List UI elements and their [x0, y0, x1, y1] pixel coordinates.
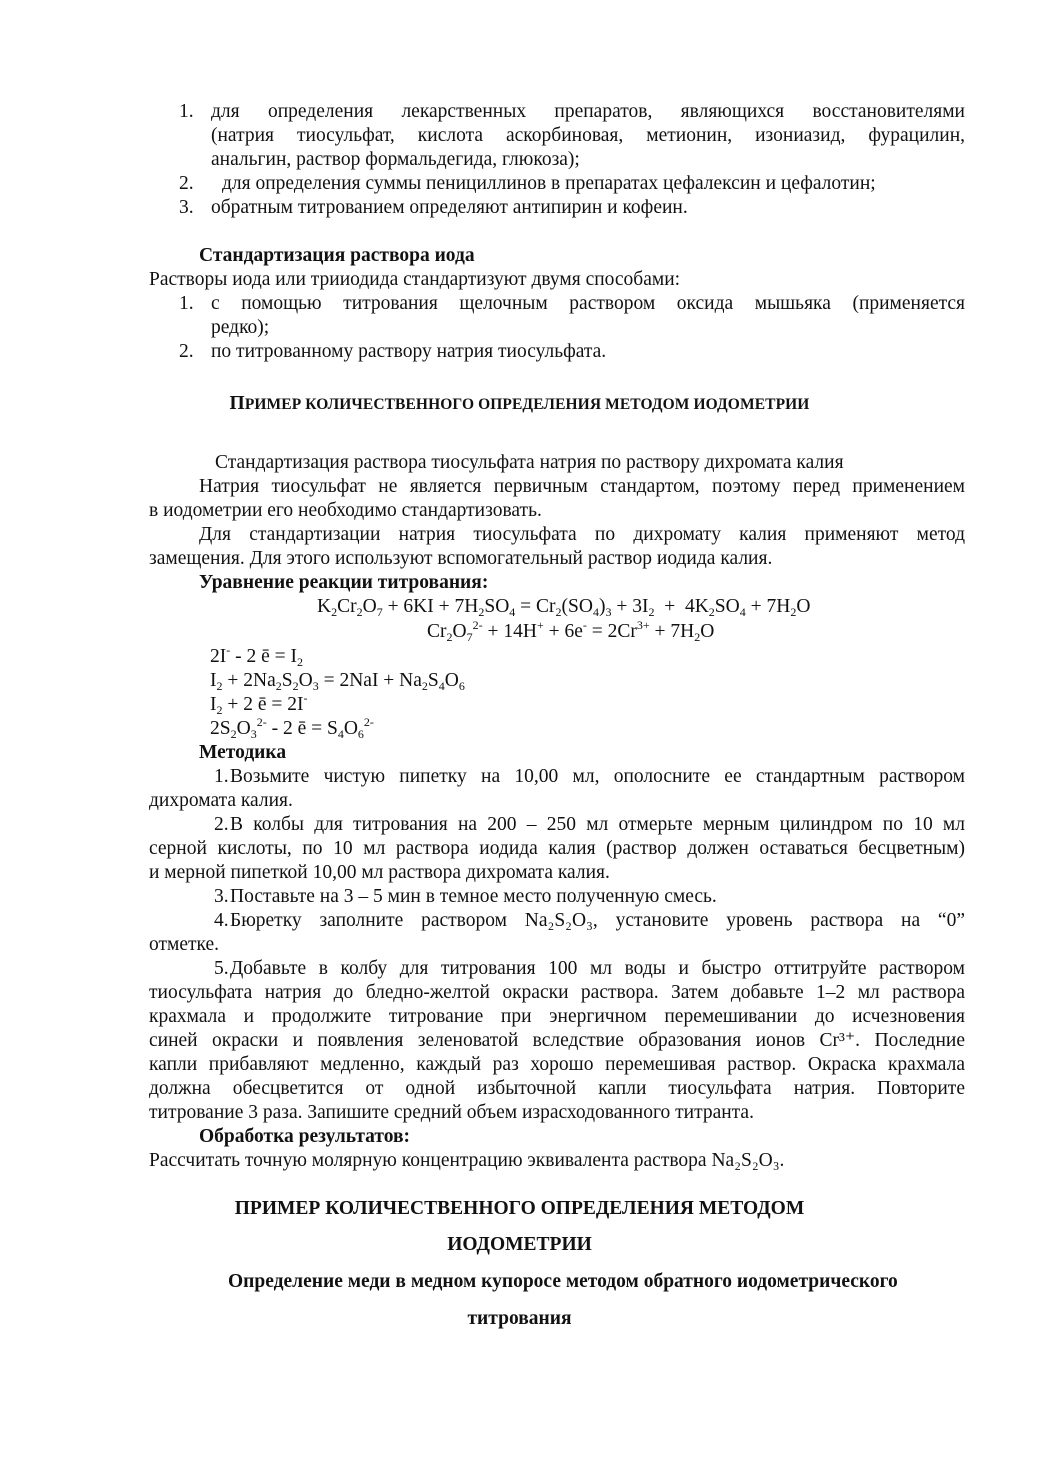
step-line: серной кислоты, по 10 мл раствора иодида калия (раствор должен оставаться бесцветным) [149, 838, 965, 859]
list-item-line: для определения суммы пенициллинов в препаратах цефалексин и цефалотин; [222, 173, 876, 194]
section-heading: Стандартизация раствора иода [199, 245, 475, 266]
list-item-line: анальгин, раствор формальдегида, глюкоза); [211, 149, 580, 170]
equation-heading: Уравнение реакции титрования: [199, 572, 489, 593]
step-line: должна обесцветится от одной избыточной капли тиосульфата натрия. Повторите [149, 1078, 965, 1099]
example-title-2: ПРИМЕР КОЛИЧЕСТВЕННОГО ОПРЕДЕЛЕНИЯ МЕТОДОМ [234, 1198, 805, 1219]
list-item-line: по титрованному раствору натрия тиосульфата. [211, 341, 607, 362]
list-item-line: редко); [211, 317, 270, 338]
list-item-line: обратным титрованием определяют антипирин и кофеин. [211, 197, 688, 218]
equation-titration: $I_2 + 2Na_2S_2O_3 = 2NaI + Na_2S_4O_6$ [210, 670, 465, 693]
list-number: 3. [179, 197, 194, 218]
step-line: синей окраски и появления зеленоватой вследствие образования ионов Cr³⁺. Последние [149, 1030, 965, 1051]
list-item-line: с помощью титрования щелочным раствором оксида мышьяка (применяется [211, 293, 965, 314]
step-line: и мерной пипеткой 10,00 мл раствора дихромата калия. [149, 862, 610, 883]
equation-half-2: $I_2 + 2$ ē = 2I- [210, 691, 308, 717]
equation-main: $K_2Cr_2O_7 + 6KI + 7H_2SO_4 = Cr_2(SO_4)_3 + 3I_2 + 4K_2SO_4 + 7H_2O$ [317, 596, 811, 619]
step-line: дихромата калия. [149, 790, 293, 811]
example-title [0, 392, 1039, 417]
step-line: Бюретку заполните раствором Na₂S₂O₃, установите уровень раствора на “0” [230, 910, 965, 931]
list-item-line: для определения лекарственных препаратов, являющихся восстановителями [211, 101, 965, 122]
list-number: 1. [179, 101, 194, 122]
list-number: 2. [179, 173, 194, 194]
paragraph-line: замещения. Для этого используют вспомогательный раствор иодида калия. [149, 548, 773, 569]
title-rest: РИМЕР КОЛИЧЕСТВЕННОГО ОПРЕДЕЛЕНИЯ МЕТОДОМ ИОДОМЕТРИИ [244, 396, 810, 413]
step-line: Добавьте в колбу для титрования 100 мл воды и быстро оттитруйте раствором [230, 958, 965, 979]
equation-half-3: $2S_2O_3^{2-} - 2$ ē = $S_4O_6^{2-}$ [210, 715, 374, 741]
example-subtitle: Стандартизация раствора тиосульфата натрия по раствору дихромата калия [215, 452, 844, 473]
example-subtitle-2: Определение меди в медном купоросе методом обратного иодометрического [228, 1271, 898, 1292]
paragraph-line: Растворы иода или трииодида стандартизуют двумя способами: [149, 269, 681, 290]
equation-half-1: 2I- - 2 ē = $I_2$ [210, 643, 304, 669]
step-line: В колбы для титрования на 200 – 250 мл отмерьте мерным цилиндром по 10 мл [230, 814, 965, 835]
list-number: 1. [179, 293, 194, 314]
example-subtitle-2-cont: титрования [467, 1308, 572, 1329]
step-line: титрование 3 раза. Запишите средний объем израсходованного титранта. [149, 1102, 754, 1123]
step-line: тиосульфата натрия до бледно-желтой окраски раствора. Затем добавьте 1–2 мл раствора [149, 982, 965, 1003]
step-line: Поставьте на 3 – 5 мин в темное место полученную смесь. [230, 886, 717, 907]
step-number: 5. [214, 958, 229, 979]
method-heading: Методика [199, 742, 287, 763]
equation-ionic: $Cr_2O_7^{2-} + 14H^+ + 6e^- = 2Cr^{3+} + 7H_2O$ [427, 618, 715, 644]
step-line: отметке. [149, 934, 220, 955]
example-title-2-cont: ИОДОМЕТРИИ [447, 1234, 592, 1255]
step-number: 2. [214, 814, 229, 835]
step-line: Возьмите чистую пипетку на 10,00 мл, ополосните ее стандартным раствором [230, 766, 965, 787]
results-text: Рассчитать точную молярную концентрацию эквивалента раствора Na₂S₂O₃. [149, 1150, 785, 1171]
title-initial: П [229, 393, 245, 414]
paragraph-line: Натрия тиосульфат не является первичным стандартом, поэтому перед применением [199, 476, 965, 497]
results-heading: Обработка результатов: [199, 1126, 411, 1147]
step-number: 4. [214, 910, 229, 931]
list-number: 2. [179, 341, 194, 362]
step-line: капли прибавляют медленно, каждый раз хорошо перемешивая раствор. Окраска крахмала [149, 1054, 965, 1075]
step-number: 1. [214, 766, 229, 787]
step-line: крахмала и продолжите титрование при энергичном перемешивании до исчезновения [149, 1006, 965, 1027]
list-item-line: (натрия тиосульфат, кислота аскорбиновая, метионин, изониазид, фурацилин, [211, 125, 965, 146]
step-number: 3. [214, 886, 229, 907]
paragraph-line: Для стандартизации натрия тиосульфата по дихромату калия применяют метод [199, 524, 965, 545]
paragraph-line: в иодометрии его необходимо стандартизовать. [149, 500, 542, 521]
